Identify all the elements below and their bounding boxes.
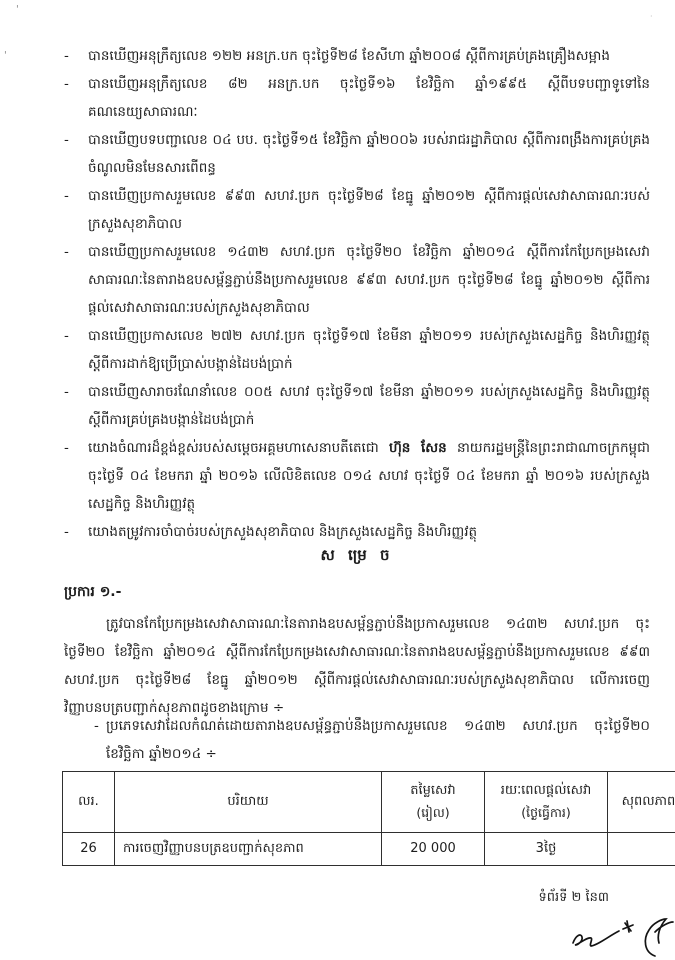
cell-fee: 20 000	[382, 833, 485, 866]
dash-marker: -	[64, 48, 69, 64]
list-item	[64, 238, 650, 322]
dash-marker: -	[94, 718, 99, 734]
service-fee-table	[62, 771, 675, 866]
table-header-row	[63, 772, 675, 833]
bullet-text: បានឃើញប្រកាសរួមលេខ ១៤៣២ សហវ.ប្រក ចុះថ្ងៃទី២០ ខែវិច្ឆិកា ឆ្នាំ២០១៤ ស្តីពីការកែប្រែកម្រងសេវាសាធារណៈនៃតារាងឧបសម្ព័ន្ធភ្ជាប់នឹងប្រកាសរួមលេខ ៩៩៣ សហវ.ប្រក ចុះថ្ងៃទី២៨ ខែធ្នូ ឆ្នាំ២០១២ ស្តីពីការផ្តល់សេវាសាធារណៈរបស់ក្រសួងសុខាភិបាល	[88, 244, 650, 316]
header-line1: តម្លៃសេវា	[410, 783, 456, 798]
list-item	[64, 126, 650, 182]
header-fee	[382, 772, 485, 833]
header-line1: បរិយាយ	[227, 794, 269, 809]
list-item	[64, 434, 650, 518]
cell-validity	[608, 833, 675, 866]
sub-bullet-text: ប្រភេទសេវាដែលកំណត់ដោយតារាងឧបសម្ព័ន្ធភ្ជាប់នឹងប្រកាសរួមលេខ ១៤៣២ សហវ.ប្រក ចុះថ្ងៃទី២០ ខែវិច្ឆិកា ឆ្នាំ២០១៤ ÷	[106, 718, 650, 762]
bullet-text: បានឃើញប្រកាសលេខ ២៧២ សហវ.ប្រក ចុះថ្ងៃទី១៧ ខែមីនា ឆ្នាំ២០១១ របស់ក្រសួងសេដ្ឋកិច្ច និងហិរញ្ញវត្ថុ ស្តីពីការដាក់ឱ្យប្រើប្រាស់បង្កាន់ដៃបង់ប្រាក់	[88, 328, 650, 372]
list-item	[64, 42, 650, 70]
list-item	[64, 378, 650, 434]
list-item	[64, 518, 650, 546]
bullet-text: បានឃើញបទបញ្ជាលេខ ០៤ បប. ចុះថ្ងៃទី១៥ ខែវិច្ឆិកា ឆ្នាំ២០០៦ របស់រាជរដ្ឋាភិបាល ស្តីពីការពង្រឹងការគ្រប់គ្រងចំណូលមិនមែនសារពើពន្ធ	[88, 132, 650, 176]
header-line1: លរ.	[78, 794, 99, 809]
table-row	[63, 833, 675, 866]
cell-no: 26	[63, 833, 115, 866]
header-no	[63, 772, 115, 833]
bullet-text: បានឃើញអនុក្រឹត្យលេខ ១២២ អនក្រ.បក ចុះថ្ងៃទី២៨ ខែសីហា ឆ្នាំ២០០៨ ស្តីពីការគ្រប់គ្រងគ្រឿងសម្អាង	[88, 48, 610, 64]
prime-minister-name: ហ៊ុន សែន	[388, 440, 447, 456]
header-line2: (ថ្ងៃធ្វើការ)	[521, 805, 571, 820]
list-item	[64, 182, 650, 238]
header-validity	[608, 772, 675, 833]
header-line1: សុពលភាព	[621, 794, 675, 809]
preamble-bullet-list	[64, 42, 650, 552]
list-item	[64, 322, 650, 378]
article-1-paragraph: ត្រូវបានកែប្រែកម្រងសេវាសាធារណៈនៃតារាងឧបសម្ព័ន្ធភ្ជាប់នឹងប្រកាសរួមលេខ ១៤៣២ សហវ.ប្រក ចុះថ្ងៃទី២០ ខែវិច្ឆិកា ឆ្នាំ២០១៤ ស្តីពីការកែប្រែកម្រងសេវាសាធារណៈនៃតារាងឧបសម្ព័ន្ធភ្ជាប់នឹងប្រកាសរួមលេខ ៩៩៣ សហវ.ប្រក ចុះថ្ងៃទី២៨ ខែធ្នូ ឆ្នាំ២០១២ ស្តីពីការផ្តល់សេវាសាធារណៈរបស់ក្រសួងសុខាភិបាល លើការចេញវិញ្ញាបនបត្របញ្ជាក់សុខភាពដូចខាងក្រោម ÷	[64, 616, 650, 716]
header-description	[115, 772, 382, 833]
cell-duration: 3ថ្ងៃ	[485, 833, 608, 866]
dash-marker: -	[64, 440, 69, 456]
page-number-label: ទំព័រទី ២ នៃ៣	[538, 890, 609, 905]
scan-artifact: '	[4, 50, 7, 61]
header-line1: រយៈពេលផ្តល់សេវា	[500, 783, 592, 798]
bullet-text: បានឃើញប្រកាសរួមលេខ ៩៩៣ សហវ.ប្រក ចុះថ្ងៃទី២៨ ខែធ្នូ ឆ្នាំ២០១២ ស្តីពីការផ្តល់សេវាសាធារណៈរបស់ក្រសួងសុខាភិបាល	[88, 188, 650, 232]
dash-marker: -	[64, 76, 69, 92]
dash-marker: -	[64, 244, 69, 260]
decision-heading: ស ម្រេ ច	[320, 546, 394, 564]
dash-marker: -	[64, 384, 69, 400]
bullet-text: យោងតម្រូវការចាំបាច់របស់ក្រសួងសុខាភិបាល និងក្រសួងសេដ្ឋកិច្ច និងហិរញ្ញវត្ថុ	[88, 524, 478, 540]
scan-artifact: '	[16, 4, 19, 15]
bullet-text-post: នាយករដ្ឋមន្ត្រីនៃព្រះរាជាណាចក្រកម្ពុជា ចុះថ្ងៃទី ០៤ ខែមករា ឆ្នាំ ២០១៦ លើលិខិតលេខ ០១៤ សហវ ចុះថ្ងៃទី ០៤ ខែមករា ឆ្នាំ ២០១៦ របស់ក្រសួងសេដ្ឋកិច្ច និងហិរញ្ញវត្ថុ	[88, 440, 650, 512]
dash-marker: -	[64, 524, 69, 540]
bullet-text: បានឃើញសារាចរណែនាំលេខ ០០៥ សហវ ចុះថ្ងៃទី១៧ ខែមីនា ឆ្នាំ២០១១ របស់ក្រសួងសេដ្ឋកិច្ច និងហិរញ្ញវត្ថុ ស្តីពីការគ្រប់គ្រងបង្កាន់ដៃបង់ប្រាក់	[88, 384, 650, 428]
bullet-text: បានឃើញអនុក្រឹត្យលេខ ៨២ អនក្រ.បក ចុះថ្ងៃទី១៦ ខែវិច្ឆិកា ឆ្នាំ១៩៩៥ ស្តីពីបទបញ្ជាទូទៅនៃគណនេយ្យសាធារណៈ	[88, 76, 650, 120]
dash-marker: -	[64, 132, 69, 148]
bullet-text	[88, 434, 650, 518]
header-line2: (រៀល)	[416, 805, 450, 820]
cell-description: ការចេញវិញ្ញាបនបត្រឧបញ្ជាក់សុខភាព	[115, 833, 382, 866]
signature-mark	[567, 910, 675, 960]
bullet-text-pre: យោងចំណារដ៏ខ្ពង់ខ្ពស់របស់សម្តេចអគ្គមហាសេនាបតីតេជោ	[88, 440, 389, 456]
header-duration	[485, 772, 608, 833]
dash-marker: -	[64, 188, 69, 204]
scan-artifact: ·	[650, 12, 653, 21]
article-1-heading: ប្រការ ១.-	[64, 584, 122, 600]
dash-marker: -	[64, 328, 69, 344]
list-item	[64, 70, 650, 126]
service-type-bullet	[94, 712, 650, 772]
